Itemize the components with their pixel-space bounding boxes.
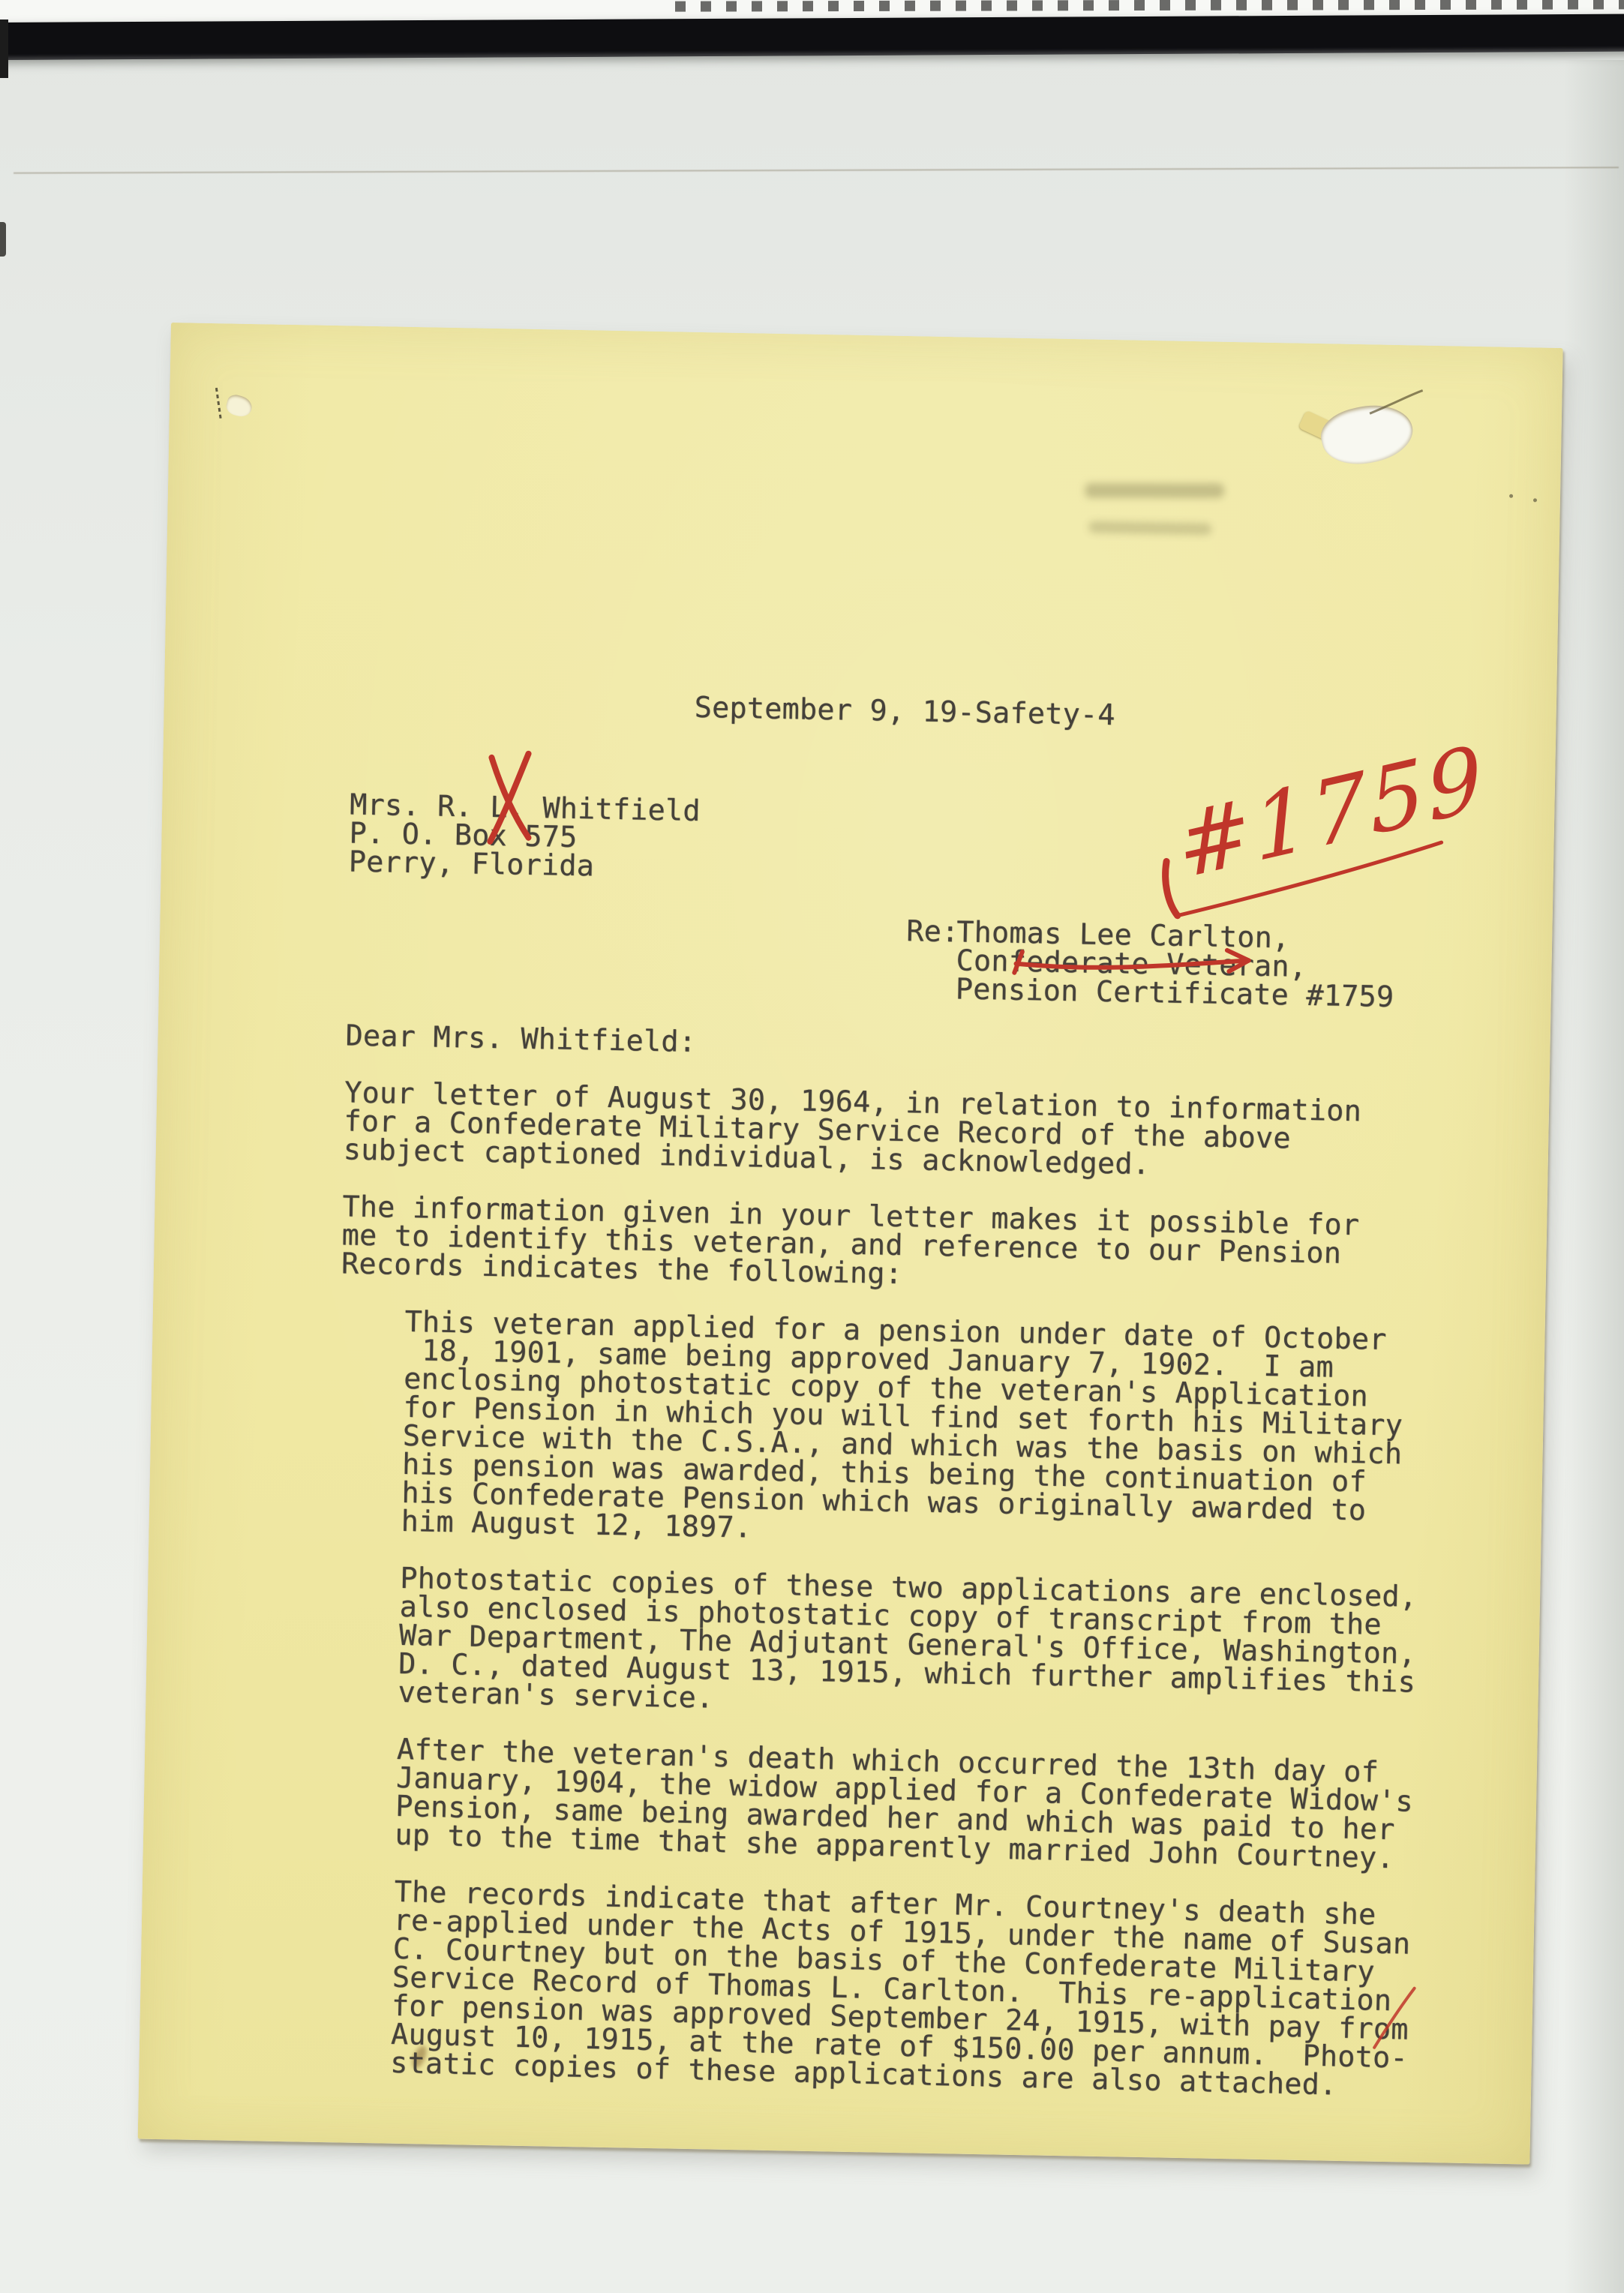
underline-arrow-annotation [1014, 947, 1249, 977]
letter-page [138, 323, 1563, 2165]
tear-scratch [1370, 389, 1423, 414]
recipient-address: Mrs. R. L. Whitfield P. O. Box 575 Perry, Florida [348, 788, 701, 884]
date-line: September 9, 19-Safety-4 [694, 690, 1116, 733]
paragraph-2: The information given in your letter makes it possible for me to identify this veteran, and reference to our Pension Records indicates the following: [341, 1190, 1360, 1292]
paragraph-1: Your letter of August 30, 1964, in relation to information for a Confederate Military Service Record of the above subject captioned individual, is acknowledged. [343, 1076, 1362, 1182]
paragraph-5-indented: After the veteran's death which occurred the 13th day of January, 1904, the widow applied for a Confederate Widow's Pension, same being awarded her and which was paid to her up to the time that she apparently married John Courtney. [394, 1732, 1414, 1876]
staple-mark [216, 388, 222, 421]
paragraph-3-indented: This veteran applied for a pension under date of October 18, 1901, same being approved January 7, 1902. I am enclosing photostatic copy of the veteran's Application for Pension in which you will find set forth his Military Service with the C.S.A., and which was the basis on which his pension was awarded, this being the continuation of his Confederate Pension which was originally awarded to him August 12, 1897. [401, 1304, 1403, 1545]
x-mark-annotation [490, 753, 530, 842]
reference-subject: Thomas Lee Carlton, Confederate Veteran, Pension Certificate #1759 [955, 915, 1394, 1015]
scan-crease-line [14, 167, 1619, 173]
scan-right-shading [1564, 60, 1624, 2293]
scan-left-smudge [0, 222, 6, 257]
red-pen-annotations [138, 323, 1563, 2165]
scanner-edge-bar [0, 14, 1624, 60]
salutation: Dear Mrs. Whitfield: [345, 1019, 697, 1059]
reference-label: Re: [905, 914, 959, 950]
paragraph-4-indented: Photostatic copies of these two applications are enclosed, also enclosed is photostatic copy of transcript from the War Department, The Adjutant General's Office, Washington, D. C., dated August 13, 1915, which further amplifies this veteran's service. [398, 1561, 1418, 1715]
scan-left-edge-mark [0, 20, 8, 78]
paragraph-6-indented: The records indicate that after Mr. Courtney's death she re-applied under the Acts of 1915, under the name of Susan C. Courtney but on the basis of the Confederate Military Service Record of Thomas L. Carlton. This re-application for pension was approved September 24, 1915, with pay from August 10, 1915, at the rate of $150.00 per annum. Photo- static copies of these applications are also attached. [389, 1874, 1411, 2102]
slash-annotation [1374, 1988, 1414, 2048]
handwritten-case-number: #1759 [1174, 725, 1490, 899]
